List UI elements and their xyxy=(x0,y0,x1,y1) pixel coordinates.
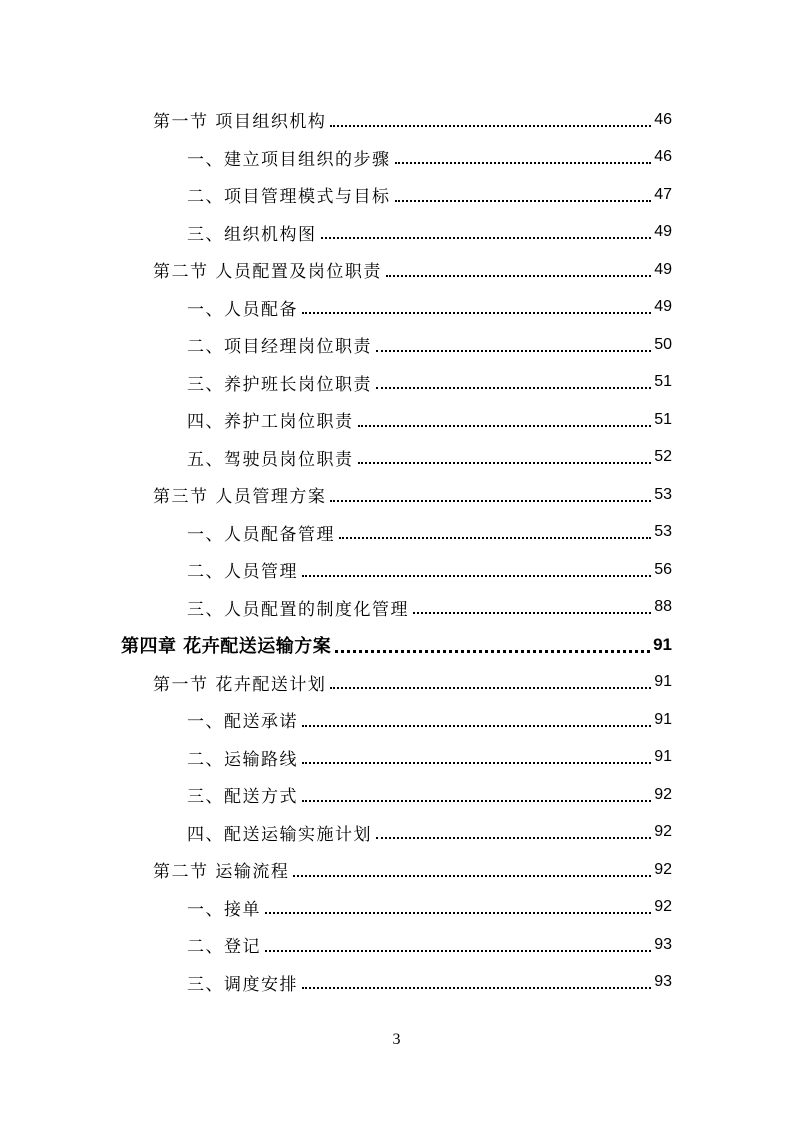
toc-entry-label: 四、养护工岗位职责 xyxy=(187,412,354,433)
toc-dot-leader xyxy=(302,987,651,989)
toc-section-entry[interactable] xyxy=(0,101,793,139)
toc-entry-label: 三、组织机构图 xyxy=(187,224,317,245)
toc-entry-page: 91 xyxy=(653,634,672,654)
toc-dot-leader xyxy=(330,125,651,127)
toc-dot-leader xyxy=(358,462,652,464)
toc-subsection-entry[interactable] xyxy=(0,739,793,777)
toc-subsection-entry[interactable] xyxy=(0,176,793,214)
toc-subsection-entry[interactable] xyxy=(0,439,793,477)
toc-chapter-entry[interactable] xyxy=(0,626,793,664)
toc-dot-leader xyxy=(302,800,651,802)
toc-entry-label: 一、人员配备 xyxy=(187,299,298,320)
toc-entry-label: 一、建立项目组织的步骤 xyxy=(187,149,391,170)
toc-subsection-entry[interactable] xyxy=(0,551,793,589)
toc-entry-page: 93 xyxy=(654,935,672,953)
toc-entry-label: 二、运输路线 xyxy=(187,749,298,770)
toc-entry-page: 47 xyxy=(654,185,672,203)
toc-dot-leader xyxy=(376,387,651,389)
toc-dot-leader xyxy=(339,537,651,539)
toc-dot-leader xyxy=(302,725,651,727)
toc-entry-page: 51 xyxy=(654,410,672,428)
toc-entry-page: 93 xyxy=(654,973,672,991)
toc-subsection-entry[interactable] xyxy=(0,401,793,439)
toc-entry-page: 46 xyxy=(654,110,672,128)
toc-subsection-entry[interactable] xyxy=(0,889,793,927)
toc-entry-label: 第二节 人员配置及岗位职责 xyxy=(153,262,382,283)
toc-entry-label: 一、接单 xyxy=(187,899,261,920)
toc-entry-page: 46 xyxy=(654,148,672,166)
toc-entry-label: 第一节 花卉配送计划 xyxy=(153,674,327,695)
toc-dot-leader xyxy=(265,950,651,952)
toc-entry-label: 第一节 项目组织机构 xyxy=(153,112,327,133)
toc-subsection-entry[interactable] xyxy=(0,964,793,1002)
toc-subsection-entry[interactable] xyxy=(0,589,793,627)
toc-dot-leader xyxy=(386,275,651,277)
toc-entry-page: 92 xyxy=(654,785,672,803)
toc-entry-label: 二、登记 xyxy=(187,937,261,958)
toc-entry-label: 第二节 运输流程 xyxy=(153,862,290,883)
toc-subsection-entry[interactable] xyxy=(0,776,793,814)
toc-dot-leader xyxy=(395,200,652,202)
toc-subsection-entry[interactable] xyxy=(0,926,793,964)
page-number: 3 xyxy=(392,1031,401,1048)
toc-entry-page: 53 xyxy=(654,485,672,503)
toc-entry-label: 三、调度安排 xyxy=(187,974,298,995)
toc-dot-leader xyxy=(413,612,651,614)
toc-entry-page: 91 xyxy=(654,748,672,766)
toc-entry-label: 二、项目经理岗位职责 xyxy=(187,337,372,358)
toc-section-entry[interactable] xyxy=(0,476,793,514)
toc-entry-label: 三、配送方式 xyxy=(187,787,298,808)
toc-entry-page: 56 xyxy=(654,560,672,578)
toc-entry-page: 91 xyxy=(654,673,672,691)
toc-entry-label: 三、人员配置的制度化管理 xyxy=(187,599,409,620)
toc-section-entry[interactable] xyxy=(0,251,793,289)
toc-dot-leader xyxy=(358,425,652,427)
toc-entry-page: 92 xyxy=(654,823,672,841)
toc-subsection-entry[interactable] xyxy=(0,214,793,252)
toc-entry-label: 三、养护班长岗位职责 xyxy=(187,374,372,395)
toc-subsection-entry[interactable] xyxy=(0,514,793,552)
toc-subsection-entry[interactable] xyxy=(0,326,793,364)
toc-entry-label: 五、驾驶员岗位职责 xyxy=(187,449,354,470)
toc-entry-page: 88 xyxy=(654,598,672,616)
toc-subsection-entry[interactable] xyxy=(0,814,793,852)
toc-entry-page: 53 xyxy=(654,523,672,541)
toc-dot-leader xyxy=(395,162,652,164)
toc-entry-label: 四、配送运输实施计划 xyxy=(187,824,372,845)
toc-entry-page: 91 xyxy=(654,710,672,728)
toc-entry-label: 二、人员管理 xyxy=(187,562,298,583)
toc-dot-leader xyxy=(265,912,651,914)
toc-subsection-entry[interactable] xyxy=(0,701,793,739)
table-of-contents xyxy=(0,101,793,1001)
toc-entry-page: 92 xyxy=(654,898,672,916)
toc-entry-page: 51 xyxy=(654,373,672,391)
toc-dot-leader xyxy=(302,762,651,764)
toc-dot-leader xyxy=(335,650,650,653)
toc-entry-page: 49 xyxy=(654,223,672,241)
toc-entry-label: 第三节 人员管理方案 xyxy=(153,487,327,508)
toc-entry-label: 一、人员配备管理 xyxy=(187,524,335,545)
toc-dot-leader xyxy=(330,500,651,502)
toc-subsection-entry[interactable] xyxy=(0,289,793,327)
toc-dot-leader xyxy=(330,687,651,689)
toc-section-entry[interactable] xyxy=(0,851,793,889)
toc-dot-leader xyxy=(293,875,651,877)
toc-subsection-entry[interactable] xyxy=(0,364,793,402)
toc-entry-label: 二、项目管理模式与目标 xyxy=(187,187,391,208)
toc-dot-leader xyxy=(302,575,651,577)
toc-dot-leader xyxy=(376,837,651,839)
toc-entry-label: 第四章 花卉配送运输方案 xyxy=(121,635,332,657)
toc-entry-page: 49 xyxy=(654,298,672,316)
toc-entry-page: 52 xyxy=(654,448,672,466)
toc-entry-page: 49 xyxy=(654,260,672,278)
toc-entry-page: 92 xyxy=(654,860,672,878)
toc-subsection-entry[interactable] xyxy=(0,139,793,177)
toc-dot-leader xyxy=(376,350,651,352)
toc-section-entry[interactable] xyxy=(0,664,793,702)
toc-entry-label: 一、配送承诺 xyxy=(187,712,298,733)
toc-dot-leader xyxy=(302,312,651,314)
toc-dot-leader xyxy=(321,237,652,239)
toc-entry-page: 50 xyxy=(654,335,672,353)
